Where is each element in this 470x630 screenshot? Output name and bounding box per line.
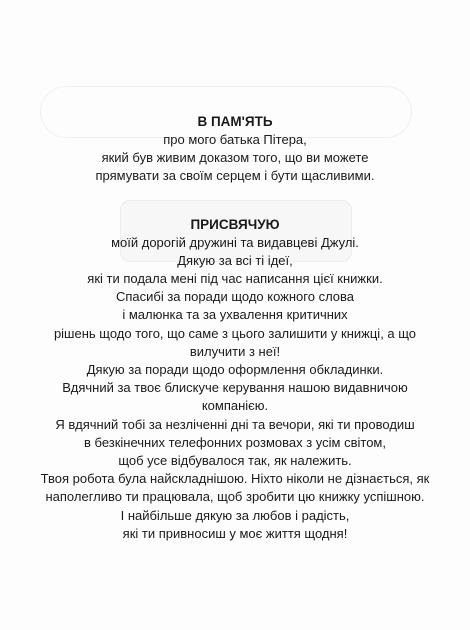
- dedication-line: щоб усе відбувалося так, як належить.: [118, 453, 352, 469]
- dedication-line: наполегливо ти працювала, щоб зробити цю книжку успішною.: [45, 489, 425, 505]
- dedication-line: компанією.: [201, 398, 269, 414]
- dedication-line: Дякую за всі ті ідеї,: [177, 252, 293, 268]
- dedication-line: які ти привносиш у моє життя щодня!: [122, 525, 348, 541]
- dedication-line: рішень щодо того, що саме з цього залишити у книжці, а що: [53, 325, 417, 341]
- section-gap: [0, 186, 470, 216]
- dedication-line: і малюнка та за ухвалення критичних: [122, 307, 348, 323]
- memory-line: про мого батька Пітера,: [163, 132, 307, 147]
- dedication-line: в безкінечних телефонних розмовах з усім світом,: [84, 434, 386, 450]
- memory-line: прямувати за своїм серцем і бути щасливими.: [95, 168, 375, 184]
- dedication-line: моїй дорогій дружині та видавцеві Джулі.: [111, 234, 359, 250]
- page-content: [0, 113, 470, 543]
- memory-line: який був живим доказом того, що ви можете: [101, 150, 369, 166]
- dedication-line: які ти подала мені під час написання цієї книжки.: [87, 271, 383, 287]
- dedication-line: Я вдячний тобі за незліченні дні та вечори, які ти проводиш: [55, 416, 415, 432]
- memory-title: В ПАМ'ЯТЬ: [197, 114, 273, 129]
- dedication-line: вилучити з неї!: [189, 343, 281, 359]
- dedication-line: Вдячний за твоє блискуче керування нашою видавничою: [62, 380, 408, 396]
- dedication-line: Твоя робота була найскладнішою. Ніхто ніколи не дізнається, як: [40, 471, 430, 487]
- dedication-line: Спасибі за поради щодо кожного слова: [115, 289, 355, 305]
- dedication-title: ПРИСВЯЧУЮ: [190, 216, 280, 232]
- dedication-line: І найбільше дякую за любов і радість,: [120, 507, 350, 523]
- dedication-line: Дякую за поради щодо оформлення обкладинки.: [86, 362, 384, 378]
